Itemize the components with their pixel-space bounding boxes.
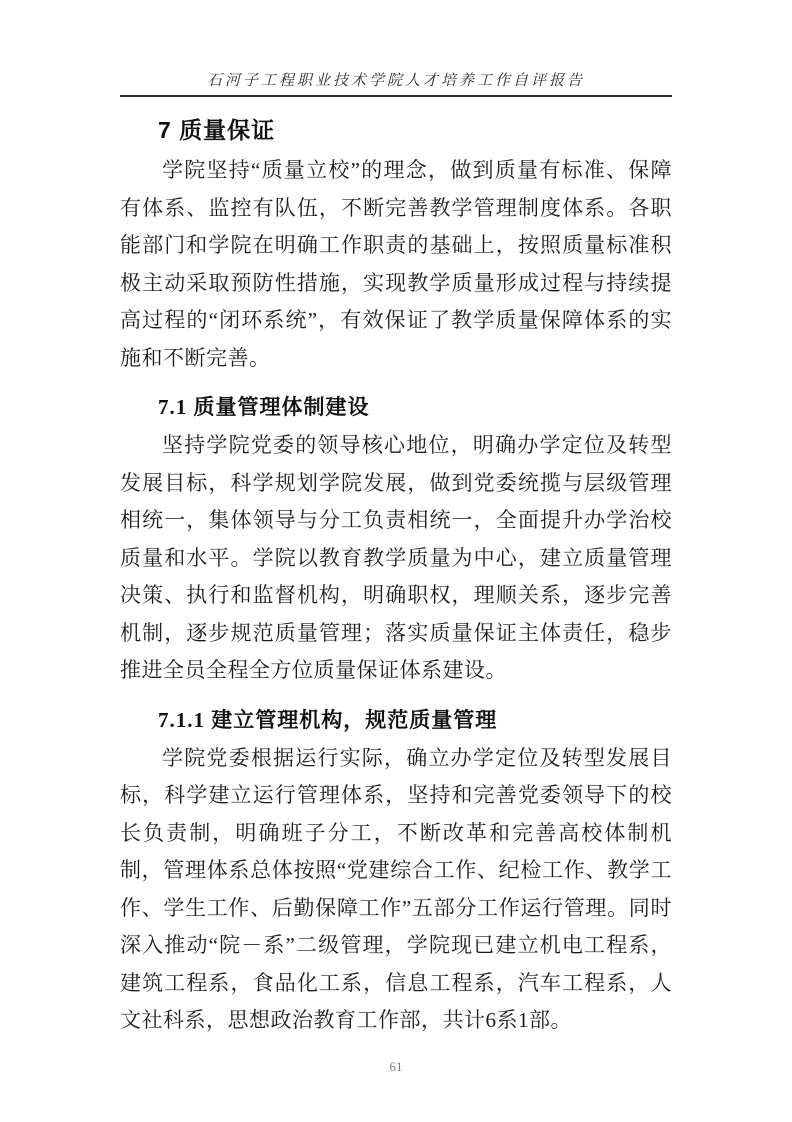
page-footer <box>0 1058 792 1076</box>
paragraph-quality-management-system: 坚持学院党委的领导核心地位，明确办学定位及转型发展目标，科学规划学院发展，做到党委统揽与层级管理相统一，集体领导与分工负责相统一，全面提升办学治校质量和水平。学院以教育教学质量为中心，建立质量管理决策、执行和监督机构，明确职权，理顺关系，逐步完善机制，逐步规范质量管理；落实质量保证主体责任，稳步推进全员全程全方位质量保证体系建设。 <box>120 433 672 682</box>
paragraph-quality-assurance-intro: 学院坚持“质量立校”的理念，做到质量有标准、保障有体系、监控有队伍，不断完善教学管理制度体系。各职能部门和学院在明确工作职责的基础上，按照质量标准积极主动采取预防性措施，实现教学质量形成过程与持续提高过程的“闭环系统”，有效保证了教学质量保障体系的实施和不断完善。 <box>120 158 672 370</box>
subsection-heading-7-1-1: 7.1.1 建立管理机构，规范质量管理 <box>158 707 498 732</box>
paragraph-management-organization: 学院党委根据运行实际，确立办学定位及转型发展目标，科学建立运行管理体系，坚持和完善党委领导下的校长负责制，明确班子分工，不断改革和完善高校体制机制，管理体系总体按照“党建综合工作、纪检工作、教学工作、学生工作、后勤保障工作”五部分工作运行管理。同时深入推动“院－系”二级管理，学院现已建立机电工程系，建筑工程系，食品化工系，信息工程系，汽车工程系，人文社科系，思想政治教育工作部，共计6系1部。 <box>120 745 672 1032</box>
document-body <box>120 97 672 1040</box>
header-title: 石河子工程职业技术学院人才培养工作自评报告 <box>206 73 585 89</box>
page-number: 61 <box>389 1059 403 1074</box>
section-heading-7: 7 质量保证 <box>158 117 276 143</box>
page-header <box>120 0 672 97</box>
subsection-heading-7-1: 7.1 质量管理体制建设 <box>158 395 370 419</box>
